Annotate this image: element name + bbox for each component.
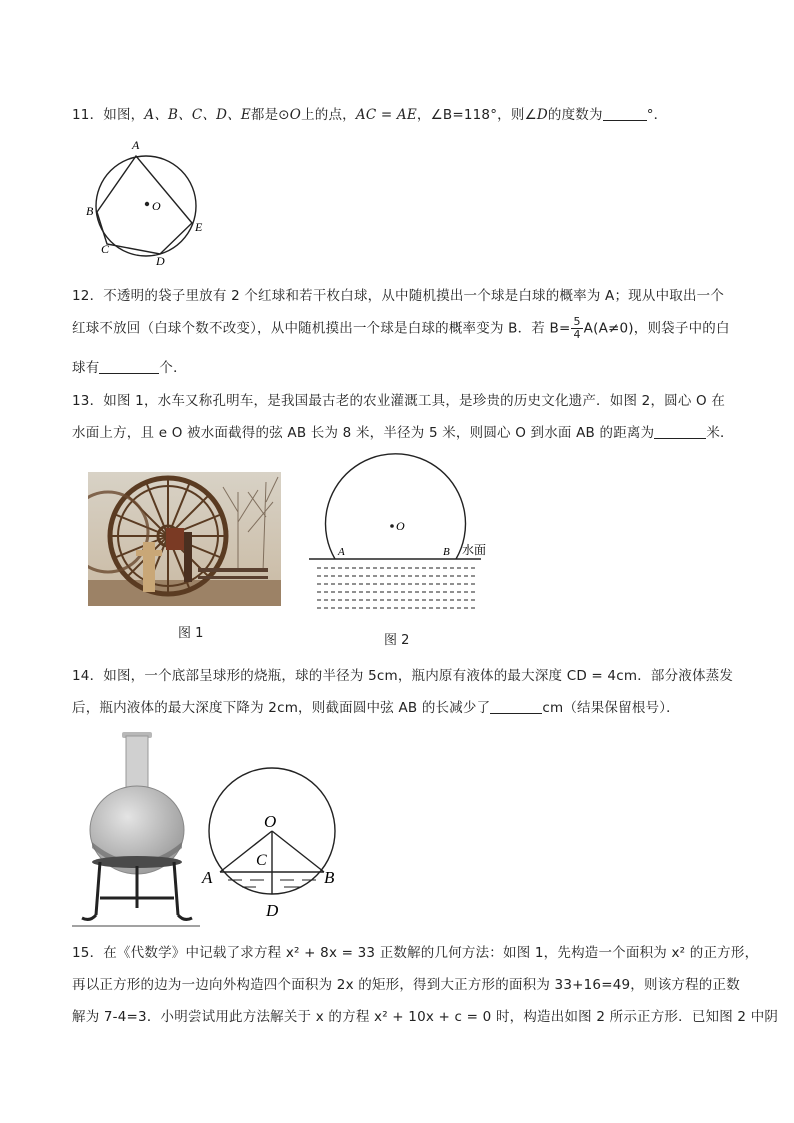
q14-label-D: D xyxy=(266,901,279,920)
q12-line1: 12．不透明的袋子里放有 2 个红球和若干枚白球，从中随机摸出一个球是白球的概率为 A；现从中取出一个 xyxy=(72,288,725,304)
q11-arc-equality: AC = AE xyxy=(355,107,417,123)
q14-line2-tail: cm（结果保留根号）． xyxy=(542,700,680,716)
q11-label-E: E xyxy=(195,220,203,234)
q14-label-C: C xyxy=(256,852,267,869)
q11-circle-figure xyxy=(80,134,220,269)
q11-circle xyxy=(96,156,196,256)
q13-arc xyxy=(326,454,466,559)
q11-part1: 11．如图， xyxy=(72,107,145,123)
q12-line2-tail: A(A≠0)，则袋子中的白 xyxy=(583,320,730,337)
q13-label-water: 水面 xyxy=(462,543,487,557)
q11-answer-blank xyxy=(603,107,647,121)
q13-line2 xyxy=(72,421,734,441)
q11-part4: ，∠B=118°，则∠ xyxy=(416,107,537,123)
q12-line3-text: 球有 xyxy=(72,360,100,376)
q11-label-D: D xyxy=(156,254,165,268)
q13-fig2-caption: 图 2 xyxy=(384,633,410,648)
q11-suffix: °． xyxy=(646,107,668,123)
q13-line2-tail: 米． xyxy=(706,425,734,441)
q14-OB xyxy=(272,831,324,872)
q12-line2-text: 红球不放回（白球个数不改变），从中随机摸出一个球是白球的概率变为 B．若 B= xyxy=(72,320,571,337)
q13-center-dot xyxy=(390,524,394,528)
q14-label-B: B xyxy=(324,868,335,887)
q12-frac-den: 4 xyxy=(573,328,581,341)
q11-part5: 的度数为 xyxy=(547,107,603,123)
q11-center-dot xyxy=(145,202,149,206)
q13-label-A: A xyxy=(338,546,345,558)
q12-line3 xyxy=(72,356,187,376)
q14-line1: 14．如图，一个底部呈球形的烧瓶，球的半径为 5cm，瓶内原有液体的最大深度 CD = 4cm．部分液体蒸发 xyxy=(72,668,734,684)
q11-text xyxy=(72,103,667,123)
q12-answer-blank xyxy=(99,360,159,374)
q13-water-hatch xyxy=(317,568,475,608)
q15-line2: 再以正方形的边为一边向外构造四个面积为 2x 的矩形，得到大正方形的面积为 33+16=49，则该方程的正数 xyxy=(72,977,740,993)
q13-line2-text: 水面上方，且 e O 被水面截得的弦 AB 长为 8 米，半径为 5 米，则圆心 O 到水面 AB 的距离为 xyxy=(72,425,655,441)
q11-label-C: C xyxy=(101,242,110,256)
q11-angle: D xyxy=(536,107,548,123)
q11-label-A: A xyxy=(132,138,140,152)
q13-fig1-caption: 图 1 xyxy=(178,626,204,641)
q13-fig2 xyxy=(305,448,495,623)
q14-circle-figure xyxy=(200,736,350,926)
waterwheel-illustration xyxy=(88,472,281,606)
q12-line3-tail: 个． xyxy=(159,360,187,376)
q15-line3: 解为 7-4=3．小明尝试用此方法解关于 x 的方程 x² + 10x + c = 0 时，构造出如图 2 所示正方形．已知图 2 中阴 xyxy=(72,1009,779,1025)
q11-points: A、B、C、D、E xyxy=(144,107,251,123)
q13-label-B: B xyxy=(443,546,450,558)
q12-fraction xyxy=(571,316,582,341)
flask-illustration xyxy=(70,730,202,930)
q14-label-A: A xyxy=(202,868,213,887)
q14-line2-text: 后，瓶内液体的最大深度下降为 2cm，则截面圆中弦 AB 的长减少了 xyxy=(72,700,491,716)
q15-line1: 15．在《代数学》中记载了求方程 x² + 8x = 33 正数解的几何方法：如图 1，先构造一个面积为 x² 的正方形， xyxy=(72,945,759,961)
q12-frac-num: 5 xyxy=(573,315,581,328)
q13-label-O: O xyxy=(396,519,405,533)
q11-part3: 上的点， xyxy=(301,107,356,123)
q11-label-O: O xyxy=(152,199,161,213)
q11-circle-name: O xyxy=(289,107,302,123)
q14-answer-blank xyxy=(490,700,542,714)
q11-label-B: B xyxy=(86,204,94,218)
q12-line2 xyxy=(72,316,730,341)
q14-label-O: O xyxy=(264,812,277,831)
q13-line1: 13．如图 1，水车又称孔明车，是我国最古老的农业灌溉工具，是珍贵的历史文化遗产．如图 2，圆心 O 在 xyxy=(72,393,726,409)
q11-part2: 都是⊙ xyxy=(250,107,290,123)
waterwheel-photo xyxy=(88,472,281,606)
q13-answer-blank xyxy=(654,425,706,439)
q14-line2 xyxy=(72,696,680,716)
